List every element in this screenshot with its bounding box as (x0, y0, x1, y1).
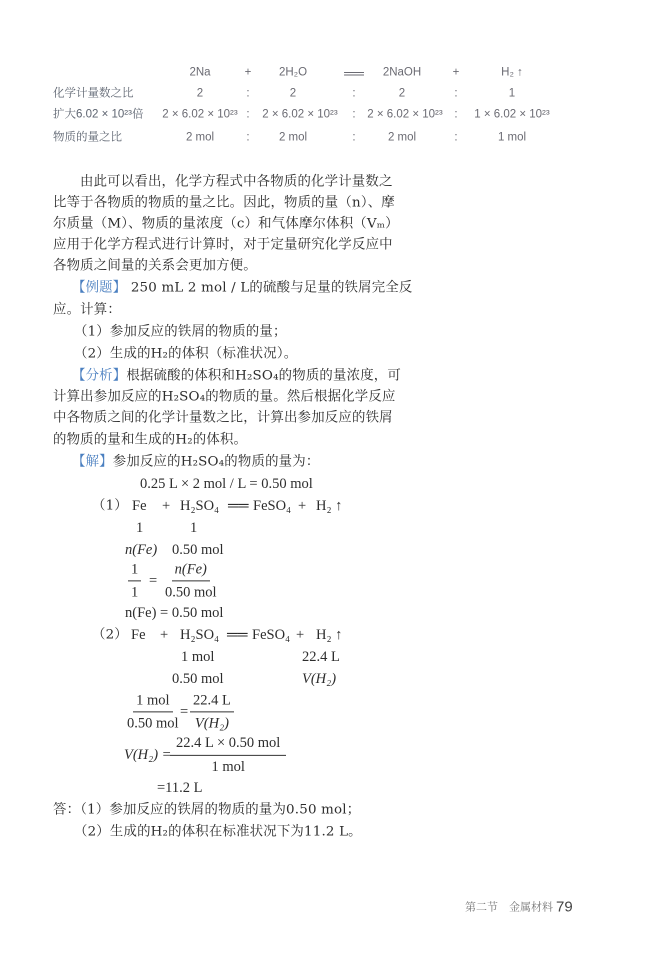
amount: V(H₂) (302, 670, 337, 687)
equals-sign: = (180, 703, 189, 720)
row-label: 扩大6.02 × 10²³倍 (53, 108, 144, 121)
table-cell: 1 mol (497, 131, 527, 144)
amount: 1 mol (181, 648, 215, 665)
numerator: 22.4 L × 0.50 mol (170, 734, 286, 756)
equation-term: FeSO₄ (253, 497, 292, 514)
equation-term: H₂SO₄ (180, 497, 220, 514)
denominator: 0.50 mol (127, 715, 179, 732)
coefficient: 1 (136, 519, 144, 536)
text-line: 各物质之间量的关系会更加方便。 (53, 258, 257, 274)
equation-plus: + (244, 66, 252, 79)
example-tag: 【例题】 (72, 280, 127, 296)
fraction (128, 560, 141, 601)
example-text: 250 mL 2 mol / L的硫酸与足量的铁屑完全反 (126, 280, 413, 296)
analysis-text: 根据硫酸的体积和H₂SO₄的物质的量浓度，可 (126, 368, 401, 384)
part-label: （2） (92, 627, 128, 643)
denominator: 1 (131, 584, 139, 601)
table-cell: : (352, 108, 356, 121)
solution-tag: 【解】 (72, 454, 113, 470)
equation-term: Fe (131, 626, 146, 643)
table-cell: 2 (398, 87, 406, 100)
part-label: （1） (92, 498, 128, 514)
equation-plus: + (160, 626, 169, 643)
amount: 0.50 mol (172, 541, 224, 558)
text-line: 中各物质之间的化学计量数之比，计算出参加反应的铁屑 (53, 410, 393, 426)
denominator: 1 mol (211, 759, 245, 775)
amount: 22.4 L (302, 648, 340, 665)
table-cell: : (246, 87, 250, 100)
equation-term: H₂SO₄ (180, 626, 220, 643)
table-cell: : (352, 87, 356, 100)
table-cell: : (454, 131, 458, 144)
table-cell: 1 (508, 87, 516, 100)
table-cell: 2 × 6.02 × 10²³ (162, 108, 238, 121)
equation-plus: + (162, 497, 171, 514)
fraction (162, 560, 220, 601)
table-cell: 2 mol (387, 131, 417, 144)
equation-equals: ══ (344, 65, 364, 81)
result: n(Fe) = 0.50 mol (125, 604, 224, 621)
table-cell: 2 mol (185, 131, 215, 144)
calculation: 0.25 L × 2 mol / L = 0.50 mol (140, 475, 313, 492)
fraction (190, 691, 234, 732)
table-cell: 2 × 6.02 × 10²³ (262, 108, 338, 121)
numerator: 22.4 L (190, 691, 234, 712)
equation-equals: ══ (227, 626, 248, 643)
answer-2: （2）生成的H₂的体积在标准状况下为11.2 L。 (74, 824, 362, 840)
table-cell: : (454, 108, 458, 121)
equation-term: 2Na (189, 66, 211, 79)
denominator: V(H₂) (194, 715, 229, 732)
lhs: V(H₂) = (124, 746, 172, 763)
question-2: （2）生成的H₂的体积（标准状况）。 (74, 346, 298, 362)
equation-term: 2NaOH (382, 66, 422, 79)
table-cell: 2 (196, 87, 204, 100)
equation-plus: + (452, 66, 460, 79)
table-cell: : (246, 108, 250, 121)
equation-plus: + (298, 497, 307, 514)
row-label: 化学计量数之比 (53, 87, 134, 100)
text-line (72, 281, 413, 294)
text-line: 应。计算： (53, 302, 121, 318)
equation-term: Fe (132, 497, 147, 514)
equation-term: FeSO₄ (252, 626, 291, 643)
table-cell: 2 (289, 87, 297, 100)
text-line: 应用于化学方程式进行计算时，对于定量研究化学反应中 (53, 237, 393, 253)
fraction (124, 691, 182, 732)
equation-term: H₂ ↑ (316, 626, 343, 643)
question-1: （1）参加反应的铁屑的物质的量； (74, 324, 287, 340)
equation-term: 2H₂O (278, 66, 308, 79)
numerator: 1 mol (133, 691, 172, 712)
solution-text: 参加反应的H₂SO₄的物质的量为： (112, 454, 320, 470)
coefficient: 1 (190, 519, 198, 536)
table-cell: : (352, 131, 356, 144)
table-cell: : (454, 87, 458, 100)
text-line: 比等于各物质的物质的量之比。因此，物质的量（n）、摩 (53, 195, 395, 211)
result: =11.2 L (157, 779, 203, 796)
equation-term: H₂ ↑ (316, 497, 343, 514)
text-line: 尔质量（M）、物质的量浓度（c）和气体摩尔体积（Vₘ） (53, 216, 399, 232)
section-title: 第二节 金属材料 (465, 900, 553, 914)
table-cell: 1 × 6.02 × 10²³ (474, 108, 550, 121)
numerator: 1 (128, 560, 141, 581)
table-cell: : (246, 131, 250, 144)
amount: n(Fe) (125, 541, 158, 558)
text-line: 计算出参加反应的H₂SO₄的物质的量。然后根据化学反应 (53, 389, 396, 405)
table-cell: 2 × 6.02 × 10²³ (367, 108, 443, 121)
equation-equals: ══ (228, 497, 249, 514)
numerator: n(Fe) (172, 560, 210, 581)
text-line: 由此可以看出，化学方程式中各物质的化学计量数之 (80, 174, 393, 190)
fraction (170, 734, 286, 776)
text-line: 的物质的量和生成的H₂的体积。 (53, 432, 248, 448)
equation-plus: + (296, 626, 305, 643)
equation-term: H₂ ↑ (501, 66, 523, 79)
equals-sign: = (149, 572, 158, 589)
analysis-tag: 【分析】 (72, 368, 127, 384)
row-label: 物质的量之比 (53, 131, 122, 144)
amount: 0.50 mol (172, 670, 224, 687)
table-cell: 2 mol (278, 131, 308, 144)
page-number: 79 (556, 898, 573, 916)
text-line (72, 455, 319, 468)
answer-1: 答：（1）参加反应的铁屑的物质的量为0.50 mol； (53, 802, 361, 818)
denominator: 0.50 mol (165, 584, 217, 601)
text-line (72, 369, 401, 382)
